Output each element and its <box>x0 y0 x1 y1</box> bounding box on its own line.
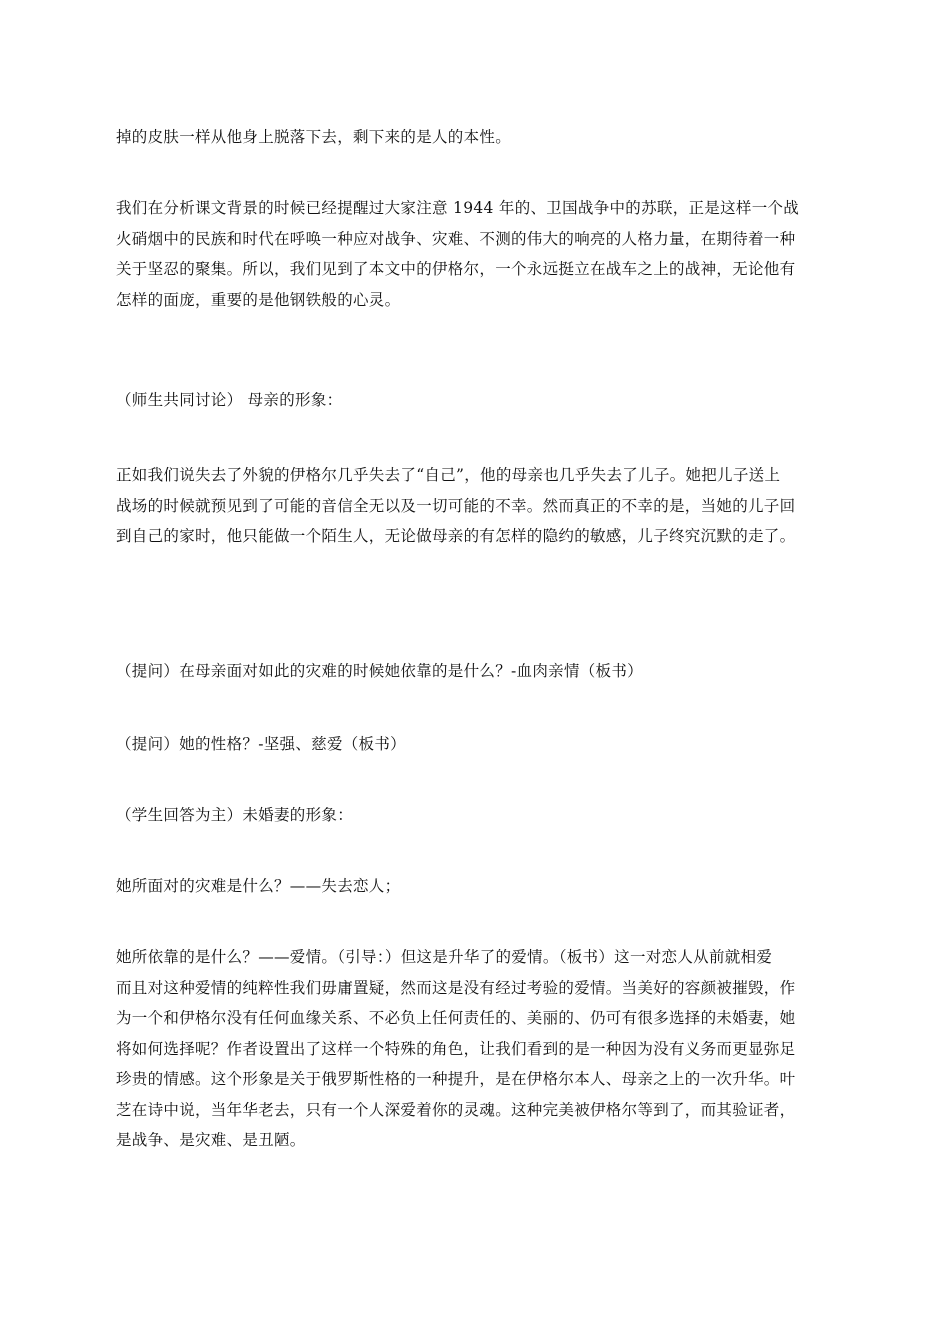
text-line: 怎样的面庞，重要的是他钢铁般的心灵。 <box>116 290 401 309</box>
text-line: 掉的皮肤一样从他身上脱落下去，剩下来的是人的本性。 <box>116 128 512 146</box>
text-line: 她所依靠的是什么？——爱情。（引导：）但这是升华了的爱情。（板书）这一对恋人从前就相爱 <box>116 948 773 966</box>
paragraph-mother-image <box>116 460 846 552</box>
text-line: 关于坚忍的聚集。所以，我们见到了本文中的伊格尔，一个永远挺立在战车之上的战神，无论他有 <box>116 260 796 278</box>
text-line: 她所面对的灾难是什么？——失去恋人； <box>116 877 401 895</box>
text-line: 到自己的家时，他只能做一个陌生人，无论做母亲的有怎样的隐约的敏感，儿子终究沉默的走了。 <box>116 527 796 545</box>
text-line: 正如我们说失去了外貌的伊格尔几乎失去了“自己”，他的母亲也几乎失去了儿子。她把儿子送上 <box>116 466 781 484</box>
text-line: 我们在分析课文背景的时候已经提醒过大家注意 1944 年的、卫国战争中的苏联，正是这样一个战 <box>116 199 800 217</box>
text-line: 是战争、是灾难、是丑陋。 <box>116 1131 306 1149</box>
text-line: （提问）她的性格？-坚强、慈爱（板书） <box>116 735 406 753</box>
text-line: 而且对这种爱情的纯粹性我们毋庸置疑，然而这是没有经过考验的爱情。当美好的容颜被摧毁，作 <box>116 978 796 997</box>
question-mother-character <box>116 729 846 760</box>
question-fiancee-disaster <box>116 871 846 902</box>
text-line: （学生回答为主）未婚妻的形象： <box>116 806 354 824</box>
text-line: （师生共同讨论） 母亲的形象： <box>116 391 343 409</box>
paragraph-fiancee-love <box>116 942 846 1156</box>
paragraph-war-background <box>116 193 846 315</box>
section-heading-mother <box>116 385 846 416</box>
text-line: 珍贵的情感。这个形象是关于俄罗斯性格的一种提升，是在伊格尔本人、母亲之上的一次升华。叶 <box>116 1070 796 1088</box>
text-line: 火硝烟中的民族和时代在呼唤一种应对战争、灾难、不测的伟大的响亮的人格力量，在期待着一种 <box>116 229 796 248</box>
text-line: 战场的时候就预见到了可能的音信全无以及一切可能的不幸。然而真正的不幸的是，当她的儿子回 <box>116 496 796 515</box>
text-line: 为一个和伊格尔没有任何血缘关系、不必负上任何责任的、美丽的、仍可有很多选择的未婚妻，她 <box>116 1009 796 1027</box>
text-line: 将如何选择呢？作者设置出了这样一个特殊的角色，让我们看到的是一种因为没有义务而更显弥足 <box>116 1039 796 1058</box>
text-line: （提问）在母亲面对如此的灾难的时候她依靠的是什么？-血肉亲情（板书） <box>116 662 643 680</box>
paragraph-skin-shedding <box>116 122 846 153</box>
section-heading-fiancee <box>116 800 846 831</box>
question-mother-reliance <box>116 656 846 687</box>
text-line: 芝在诗中说，当年华老去，只有一个人深爱着你的灵魂。这种完美被伊格尔等到了，而其验证者， <box>116 1100 796 1119</box>
